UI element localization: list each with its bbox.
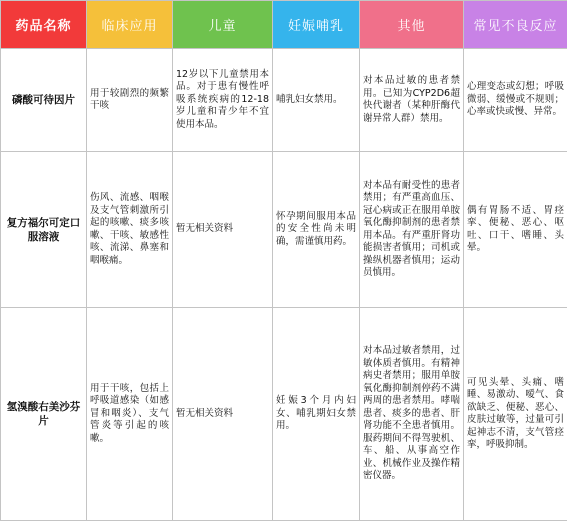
children-cell: 12岁以下儿童禁用本品。对于患有慢性呼吸系统疾病的12-18岁儿童和青少年不宜使用本品。 <box>173 49 273 152</box>
clinical-use-cell: 用于较剧烈的频繁干咳 <box>87 49 173 152</box>
header-pregnancy-lactation: 妊娠哺乳 <box>273 1 360 49</box>
children-cell: 暂无相关资料 <box>173 308 273 521</box>
table-row <box>1 49 567 152</box>
table-row <box>1 152 567 308</box>
drug-name-cell: 复方福尔可定口服溶液 <box>1 152 87 308</box>
drug-name-cell: 磷酸可待因片 <box>1 49 87 152</box>
children-cell: 暂无相关资料 <box>173 152 273 308</box>
other-cell: 对本品有耐受性的患者禁用；有严重高血压、冠心病或正在服用单胺氧化酶抑制剂的患者禁用本品。有严重肝肾功能损害者慎用；司机或操纵机器者慎用；运动员慎用。 <box>360 152 464 308</box>
header-other: 其他 <box>360 1 464 49</box>
pregnancy-cell: 妊娠3个月内妇女、哺乳期妇女禁用。 <box>273 308 360 521</box>
header-row <box>1 1 567 49</box>
header-drug-name: 药品名称 <box>1 1 87 49</box>
other-cell: 对本品过敏的患者禁用。已知为CYP2D6超快代谢者（某种肝酶代谢异常人群）禁用。 <box>360 49 464 152</box>
header-clinical-use: 临床应用 <box>87 1 173 49</box>
pregnancy-cell: 哺乳妇女禁用。 <box>273 49 360 152</box>
clinical-use-cell: 伤风、流感、咽喉及支气管刺激所引起的咳嗽、痰多咳嗽、干咳、敏感性咳、流涕、鼻塞和咽喉痛。 <box>87 152 173 308</box>
table-row <box>1 308 567 521</box>
clinical-use-cell: 用于干咳，包括上呼吸道感染（如感冒和咽炎）、支气管炎等引起的咳嗽。 <box>87 308 173 521</box>
other-cell: 对本品过敏者禁用，过敏体质者慎用。有精神病史者禁用；服用单胺氧化酶抑制剂停药不满两周的患者禁用。哮喘患者、痰多的患者、肝肾功能不全患者慎用。服药期间不得驾驶机、车、船、从事高空作业、机械作业及操作精密仪器。 <box>360 308 464 521</box>
header-adverse-reactions: 常见不良反应 <box>464 1 567 49</box>
adverse-cell: 心理变态或幻想；呼吸微弱、缓慢或不规则；心率或快或慢、异常。 <box>464 49 567 152</box>
adverse-cell: 可见头晕、头痛、嗜睡、易激动、嗳气、食欲缺乏、便秘、恶心、皮肤过敏等，过量可引起神志不清，支气管痉挛，呼吸抑制。 <box>464 308 567 521</box>
drug-name-cell: 氢溴酸右美沙芬片 <box>1 308 87 521</box>
pregnancy-cell: 怀孕期间服用本品的安全性尚未明确，需谨慎用药。 <box>273 152 360 308</box>
header-children: 儿童 <box>173 1 273 49</box>
adverse-cell: 偶有胃肠不适、胃痉挛、便秘、恶心、呕吐、口干、嗜睡、头晕。 <box>464 152 567 308</box>
